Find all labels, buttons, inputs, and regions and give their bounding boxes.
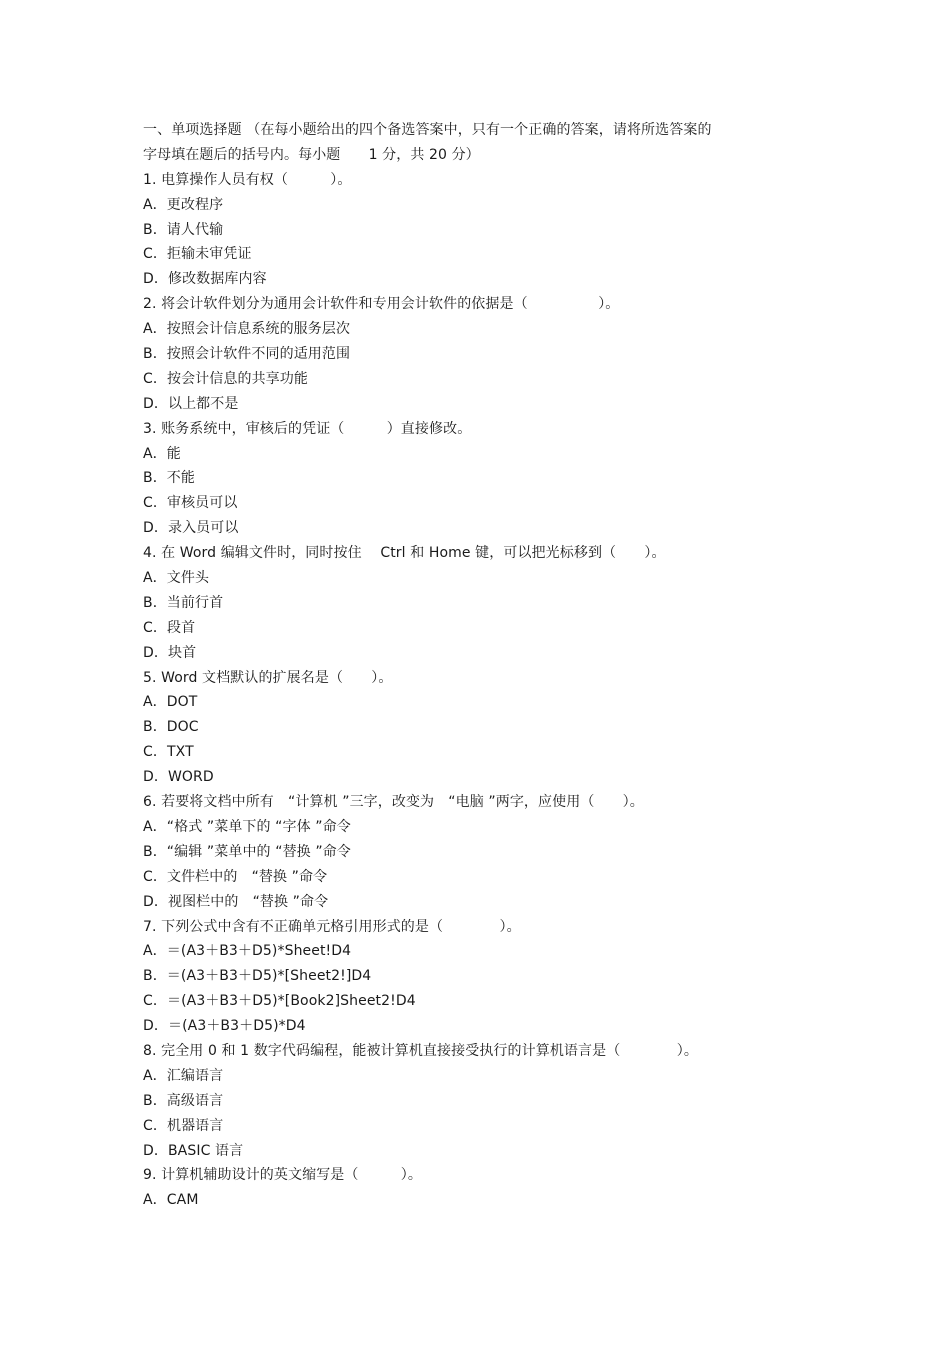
question-7-option-d: D．＝(A3＋B3＋D5)*D4 [143, 1018, 306, 1035]
question-1: 1. 电算操作人员有权（ ）。 [143, 171, 352, 188]
question-3-option-c: C．审核员可以 [143, 495, 238, 512]
question-6-option-d: D．视图栏中的 “替换 ”命令 [143, 893, 329, 910]
question-4-option-c: C．段首 [143, 619, 196, 636]
section-heading-line-2: 字母填在题后的括号内。每小题 1 分，共 20 分） [143, 146, 480, 163]
question-7-option-c: C．＝(A3＋B3＋D5)*[Book2]Sheet2!D4 [143, 993, 416, 1010]
question-8-option-d: D．BASIC 语言 [143, 1142, 244, 1159]
question-7: 7. 下列公式中含有不正确单元格引用形式的是（ ）。 [143, 918, 521, 935]
question-1-option-a: A．更改程序 [143, 196, 224, 213]
question-5-option-a: A．DOT [143, 694, 198, 711]
question-4-option-b: B．当前行首 [143, 594, 224, 611]
question-9: 9. 计算机辅助设计的英文缩写是（ ）。 [143, 1167, 423, 1184]
question-4-option-a: A．文件头 [143, 570, 210, 587]
question-2-option-b: B．按照会计软件不同的适用范围 [143, 346, 351, 363]
question-2-option-d: D．以上都不是 [143, 395, 239, 412]
question-6-option-b: B．“编辑 ”菜单中的 “替换 ”命令 [143, 843, 351, 860]
question-1-option-c: C．拒输未审凭证 [143, 246, 252, 263]
question-8-option-c: C．机器语言 [143, 1117, 224, 1134]
question-text-block [143, 118, 763, 1213]
question-9-option-a: A．CAM [143, 1192, 199, 1209]
question-3-option-d: D．录入员可以 [143, 520, 239, 537]
question-6: 6. 若要将文档中所有 “计算机 ”三字，改变为 “电脑 ”两字，应使用（ ）。 [143, 794, 644, 811]
question-1-option-b: B．请人代输 [143, 221, 224, 238]
question-2-option-a: A．按照会计信息系统的服务层次 [143, 321, 351, 338]
question-6-option-c: C．文件栏中的 “替换 ”命令 [143, 868, 328, 885]
question-8: 8. 完全用 0 和 1 数字代码编程，能被计算机直接接受执行的计算机语言是（ ）。 [143, 1042, 698, 1059]
question-3: 3. 账务系统中，审核后的凭证（ ）直接修改。 [143, 420, 472, 437]
question-3-option-a: A．能 [143, 445, 181, 462]
question-7-option-a: A．＝(A3＋B3＋D5)*Sheet!D4 [143, 943, 352, 960]
question-2: 2. 将会计软件划分为通用会计软件和专用会计软件的依据是（ ）。 [143, 296, 620, 313]
question-5-option-d: D．WORD [143, 769, 214, 786]
question-4-option-d: D．块首 [143, 644, 197, 661]
question-5: 5. Word 文档默认的扩展名是（ ）。 [143, 669, 393, 686]
question-4: 4. 在 Word 编辑文件时，同时按住 Ctrl 和 Home 键，可以把光标移到（ ）。 [143, 545, 666, 562]
question-5-option-c: C．TXT [143, 744, 194, 761]
question-3-option-b: B．不能 [143, 470, 196, 487]
question-1-option-d: D．修改数据库内容 [143, 271, 267, 288]
section-heading-line-1: 一、单项选择题 （在每小题给出的四个备选答案中，只有一个正确的答案，请将所选答案的 [143, 122, 712, 138]
question-8-option-a: A．汇编语言 [143, 1067, 224, 1084]
question-5-option-b: B．DOC [143, 719, 199, 736]
question-6-option-a: A．“格式 ”菜单下的 “字体 ”命令 [143, 818, 351, 835]
question-2-option-c: C．按会计信息的共享功能 [143, 370, 308, 387]
question-8-option-b: B．高级语言 [143, 1092, 224, 1109]
question-7-option-b: B．＝(A3＋B3＋D5)*[Sheet2!]D4 [143, 968, 372, 985]
